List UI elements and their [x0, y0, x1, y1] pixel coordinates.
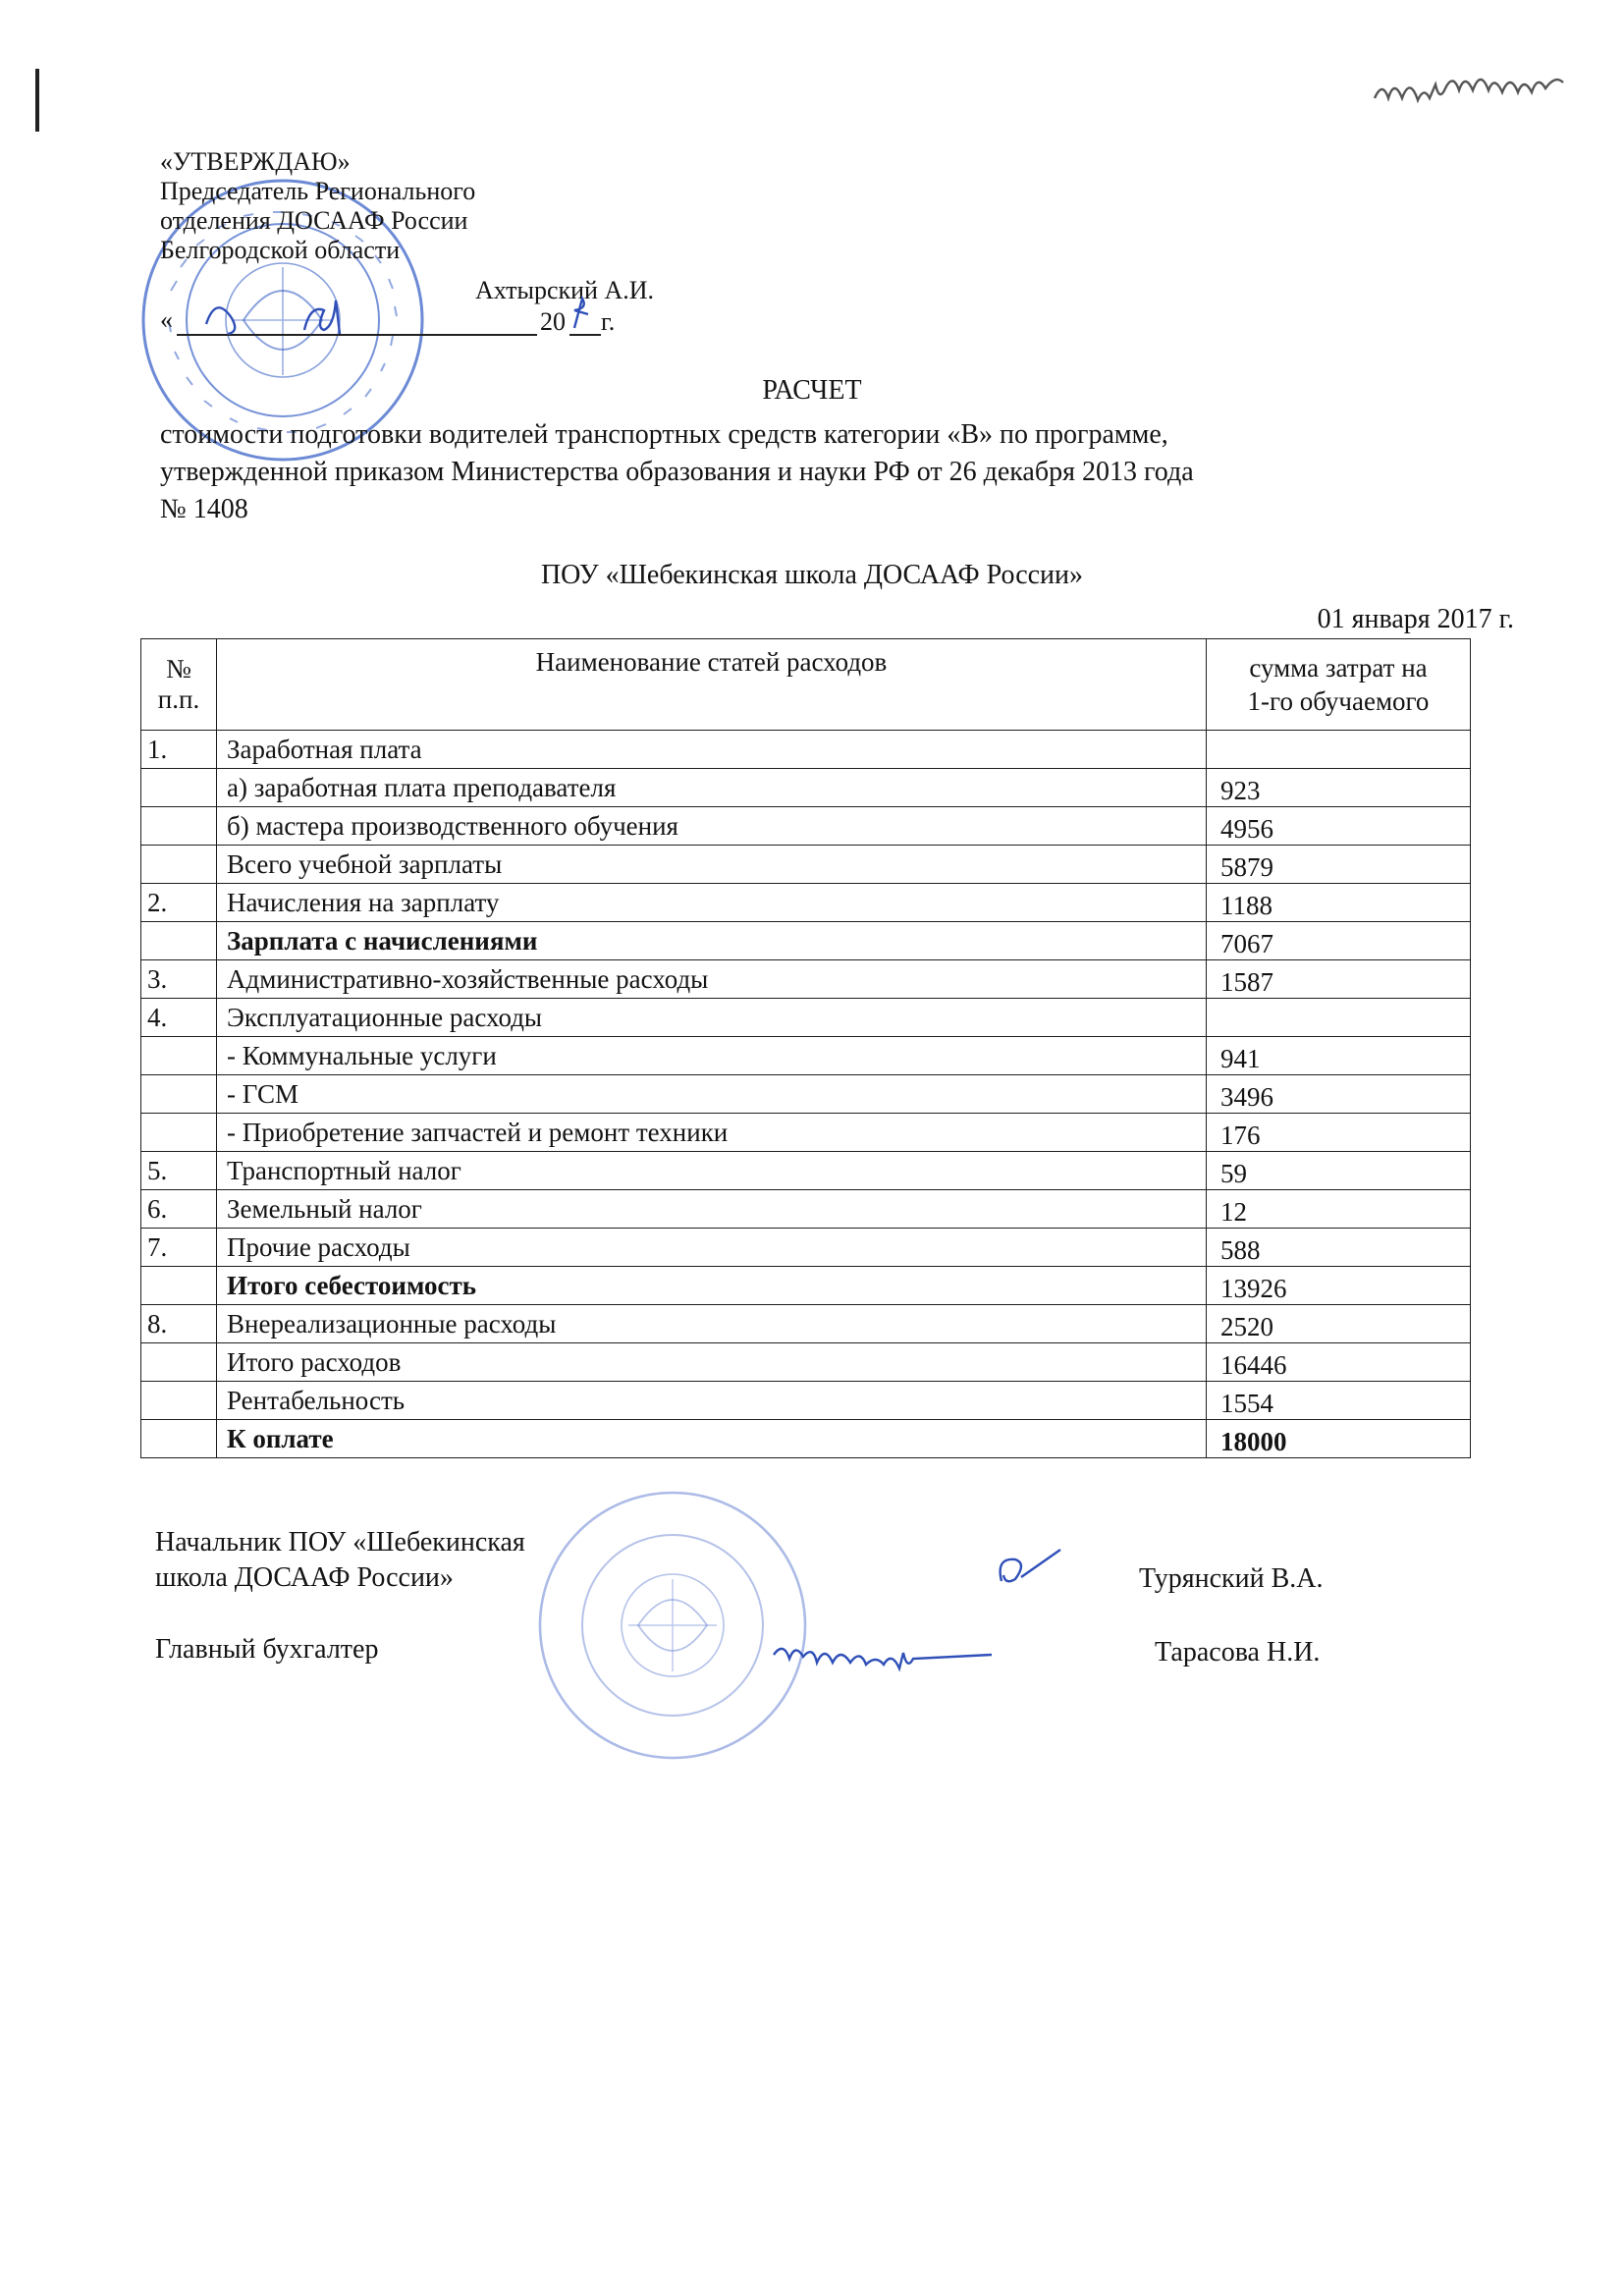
table-row [141, 1305, 1471, 1343]
header-number-line1: № [166, 654, 191, 683]
row-item-name-cell: Земельный налог [217, 1190, 1207, 1229]
row-cost-cell: 4956 [1207, 807, 1471, 846]
header-number-line2: п.п. [157, 684, 200, 714]
header-cost-line1: сумма затрат на [1249, 653, 1428, 683]
row-number-cell [141, 769, 217, 807]
header-number [141, 639, 217, 731]
row-number-cell [141, 846, 217, 884]
row-item-name-cell: Итого расходов [217, 1343, 1207, 1382]
table-row [141, 884, 1471, 922]
document-subtitle [160, 416, 1194, 528]
row-number-cell [141, 1075, 217, 1114]
approval-date-suffix: г. [601, 307, 616, 336]
table-row [141, 1114, 1471, 1152]
row-number-cell [141, 922, 217, 960]
organization-name: ПОУ «Шебекинская школа ДОСААФ России» [540, 560, 1084, 590]
head-name: Турянский В.А. [1139, 1563, 1324, 1594]
row-number-cell [141, 1037, 217, 1075]
subtitle-line3: № 1408 [160, 494, 248, 524]
table-row [141, 1343, 1471, 1382]
approval-heading: «УТВЕРЖДАЮ» [160, 147, 351, 176]
table-row [141, 1267, 1471, 1305]
row-cost-cell: 1188 [1207, 884, 1471, 922]
row-item-name-cell: Прочие расходы [217, 1229, 1207, 1267]
table-row [141, 960, 1471, 999]
table-row [141, 769, 1471, 807]
row-cost-cell: 176 [1207, 1114, 1471, 1152]
row-number-cell [141, 1382, 217, 1420]
approval-position-line2: отделения ДОСААФ России [160, 206, 468, 235]
row-cost-cell: 18000 [1207, 1420, 1471, 1458]
row-number-cell [141, 1420, 217, 1458]
row-cost-cell: 2520 [1207, 1305, 1471, 1343]
row-cost-cell: 13926 [1207, 1267, 1471, 1305]
row-cost-cell: 3496 [1207, 1075, 1471, 1114]
row-cost-cell: 1587 [1207, 960, 1471, 999]
document-date: 01 января 2017 г. [1317, 604, 1514, 634]
row-number-cell [141, 1267, 217, 1305]
row-cost-cell: 59 [1207, 1152, 1471, 1190]
margin-mark [35, 69, 39, 132]
approval-position-line3: Белгородской области [160, 236, 401, 264]
row-item-name-cell: Эксплуатационные расходы [217, 999, 1207, 1037]
row-item-name-cell: - Приобретение запчастей и ремонт техники [217, 1114, 1207, 1152]
approval-date-year-prefix: 20 [540, 307, 566, 336]
row-item-name-cell: а) заработная плата преподавателя [217, 769, 1207, 807]
row-cost-cell: 12 [1207, 1190, 1471, 1229]
row-number-cell: 7. [141, 1229, 217, 1267]
cost-table [140, 638, 1471, 1458]
row-item-name-cell: - Коммунальные услуги [217, 1037, 1207, 1075]
cost-table-body [141, 731, 1471, 1458]
row-cost-cell: 923 [1207, 769, 1471, 807]
handwritten-signature-approval [187, 285, 609, 344]
accountant-title: Главный бухгалтер [155, 1634, 379, 1665]
approval-position-line1: Председатель Регионального [160, 177, 476, 205]
row-cost-cell [1207, 999, 1471, 1037]
table-row [141, 731, 1471, 769]
row-item-name-cell: Начисления на зарплату [217, 884, 1207, 922]
row-cost-cell: 588 [1207, 1229, 1471, 1267]
subtitle-line2: утвержденной приказом Министерства образования и науки РФ от 26 декабря 2013 года [160, 457, 1194, 487]
row-item-name-cell: К оплате [217, 1420, 1207, 1458]
row-cost-cell: 7067 [1207, 922, 1471, 960]
document-title: РАСЧЕТ [762, 375, 862, 406]
table-row [141, 846, 1471, 884]
row-item-name-cell: Зарплата с начислениями [217, 922, 1207, 960]
row-number-cell: 2. [141, 884, 217, 922]
header-cost-per-student [1207, 639, 1471, 731]
table-row [141, 1382, 1471, 1420]
table-row [141, 1037, 1471, 1075]
table-row [141, 1190, 1471, 1229]
row-item-name-cell: Внереализационные расходы [217, 1305, 1207, 1343]
row-cost-cell: 5879 [1207, 846, 1471, 884]
table-row [141, 999, 1471, 1037]
table-row [141, 1420, 1471, 1458]
approval-date-open-quote: « [160, 305, 173, 334]
head-position-line2: школа ДОСААФ России» [155, 1562, 454, 1593]
handwritten-signature-accountant [766, 1625, 1021, 1684]
table-row [141, 1229, 1471, 1267]
row-number-cell: 1. [141, 731, 217, 769]
row-cost-cell: 1554 [1207, 1382, 1471, 1420]
row-number-cell: 6. [141, 1190, 217, 1229]
accountant-name: Тарасова Н.И. [1155, 1637, 1321, 1667]
table-header-row [141, 639, 1471, 731]
row-number-cell: 5. [141, 1152, 217, 1190]
head-position [155, 1525, 525, 1596]
table-row [141, 807, 1471, 846]
row-item-name-cell: - ГСМ [217, 1075, 1207, 1114]
row-cost-cell: 941 [1207, 1037, 1471, 1075]
row-number-cell: 3. [141, 960, 217, 999]
row-cost-cell: 16446 [1207, 1343, 1471, 1382]
handwritten-note [1370, 59, 1596, 118]
row-item-name-cell: Административно-хозяйственные расходы [217, 960, 1207, 999]
row-item-name-cell: Заработная плата [217, 731, 1207, 769]
handwritten-signature-head [982, 1542, 1100, 1601]
row-item-name-cell: Всего учебной зарплаты [217, 846, 1207, 884]
row-cost-cell [1207, 731, 1471, 769]
table-row [141, 1075, 1471, 1114]
header-item-name: Наименование статей расходов [217, 639, 1207, 731]
row-number-cell [141, 807, 217, 846]
approval-signer: Ахтырский А.И. [475, 276, 655, 304]
row-number-cell: 4. [141, 999, 217, 1037]
row-item-name-cell: Рентабельность [217, 1382, 1207, 1420]
row-item-name-cell: б) мастера производственного обучения [217, 807, 1207, 846]
approval-block [160, 147, 475, 265]
row-item-name-cell: Итого себестоимость [217, 1267, 1207, 1305]
row-number-cell [141, 1114, 217, 1152]
row-number-cell: 8. [141, 1305, 217, 1343]
header-cost-line2: 1-го обучаемого [1247, 686, 1430, 716]
subtitle-line1: стоимости подготовки водителей транспортных средств категории «В» по программе, [160, 419, 1168, 450]
row-item-name-cell: Транспортный налог [217, 1152, 1207, 1190]
table-row [141, 922, 1471, 960]
head-position-line1: Начальник ПОУ «Шебекинская [155, 1527, 525, 1558]
table-row [141, 1152, 1471, 1190]
row-number-cell [141, 1343, 217, 1382]
